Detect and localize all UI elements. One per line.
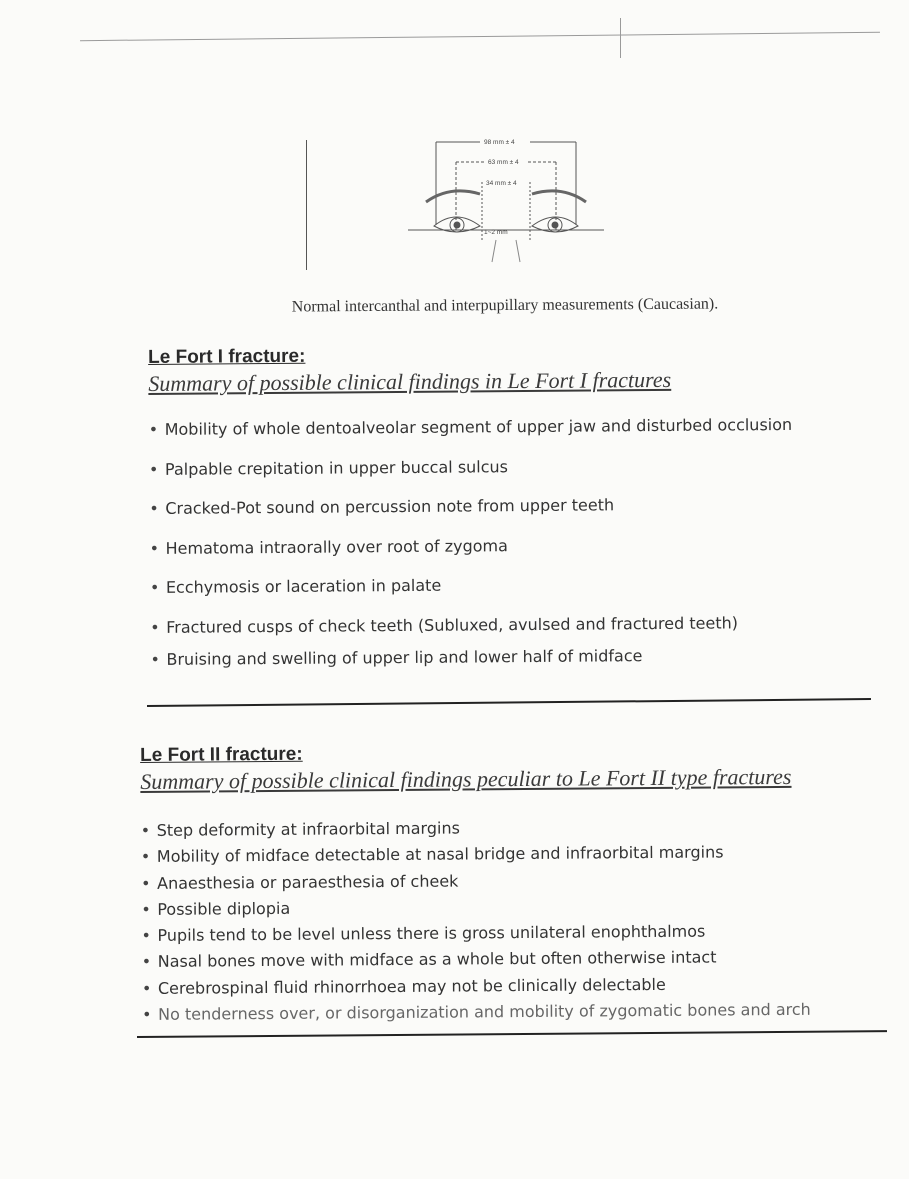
list-item: • Palpable crepitation in upper buccal sulcus [149,444,849,489]
dim-gap-label: 1~2 mm [484,229,508,236]
nose-outline [492,240,520,262]
list-item: • Mobility of midface detectable at nasal bridge and infraorbital margins [141,839,871,871]
left-eyebrow [426,191,480,202]
le-fort-1-section [148,341,851,673]
dim-inner-label: 34 mm ± 4 [486,180,517,187]
dim-outer-label: 98 mm ± 4 [484,139,515,146]
left-pupil [454,222,460,228]
le-fort-1-heading: Le Fort I fracture: [148,345,306,368]
list-item: • Ecchymosis or laceration in palate [150,562,850,607]
le-fort-2-findings [141,812,873,1028]
list-item: • Bruising and swelling of upper lip and lower half of midface [150,641,850,672]
scan-edge-line [80,32,880,41]
scan-margin-line [306,140,307,270]
list-item: • Hematoma intraorally over root of zygoma [149,523,849,568]
le-fort-2-section [140,738,872,1028]
list-item: • Fractured cusps of check teeth (Subluxed, avulsed and fractured teeth) [150,602,850,647]
eye-measurement-figure [400,130,610,270]
right-pupil [552,222,558,228]
le-fort-2-heading: Le Fort II fracture: [140,743,303,766]
list-item: • Pupils tend to be level unless there is gross unilateral enophthalmos [141,917,871,949]
list-item: • Possible diplopia [141,891,871,923]
le-fort-1-subheading: Summary of possible clinical findings in Le Fort I fractures [148,366,672,396]
le-fort-2-subheading: Summary of possible clinical findings peculiar to Le Fort II type fractures [140,763,792,794]
list-item: • Anaesthesia or paraesthesia of cheek [141,865,871,897]
figure-caption: Normal intercanthal and interpupillary measurements (Caucasian). [291,295,719,316]
scan-vertical-tick [620,18,621,58]
right-eyebrow [532,191,586,202]
list-item: • Mobility of whole dentoalveolar segment of upper jaw and disturbed occlusion [149,405,849,450]
dim-middle-label: 63 mm ± 4 [488,159,519,166]
list-item: • Nasal bones move with midface as a whole but often otherwise intact [142,944,872,976]
list-item: • No tenderness over, or disorganization and mobility of zygomatic bones and arch [142,996,872,1028]
list-item: • Cerebrospinal fluid rhinorrhoea may not be clinically delectable [142,970,872,1002]
eye-diagram [400,130,610,270]
list-item: • Cracked-Pot sound on percussion note from upper teeth [149,483,849,528]
bottom-divider [137,1030,887,1037]
le-fort-1-findings [149,405,851,673]
section-divider [147,698,871,707]
list-item: • Step deformity at infraorbital margins [141,812,871,844]
